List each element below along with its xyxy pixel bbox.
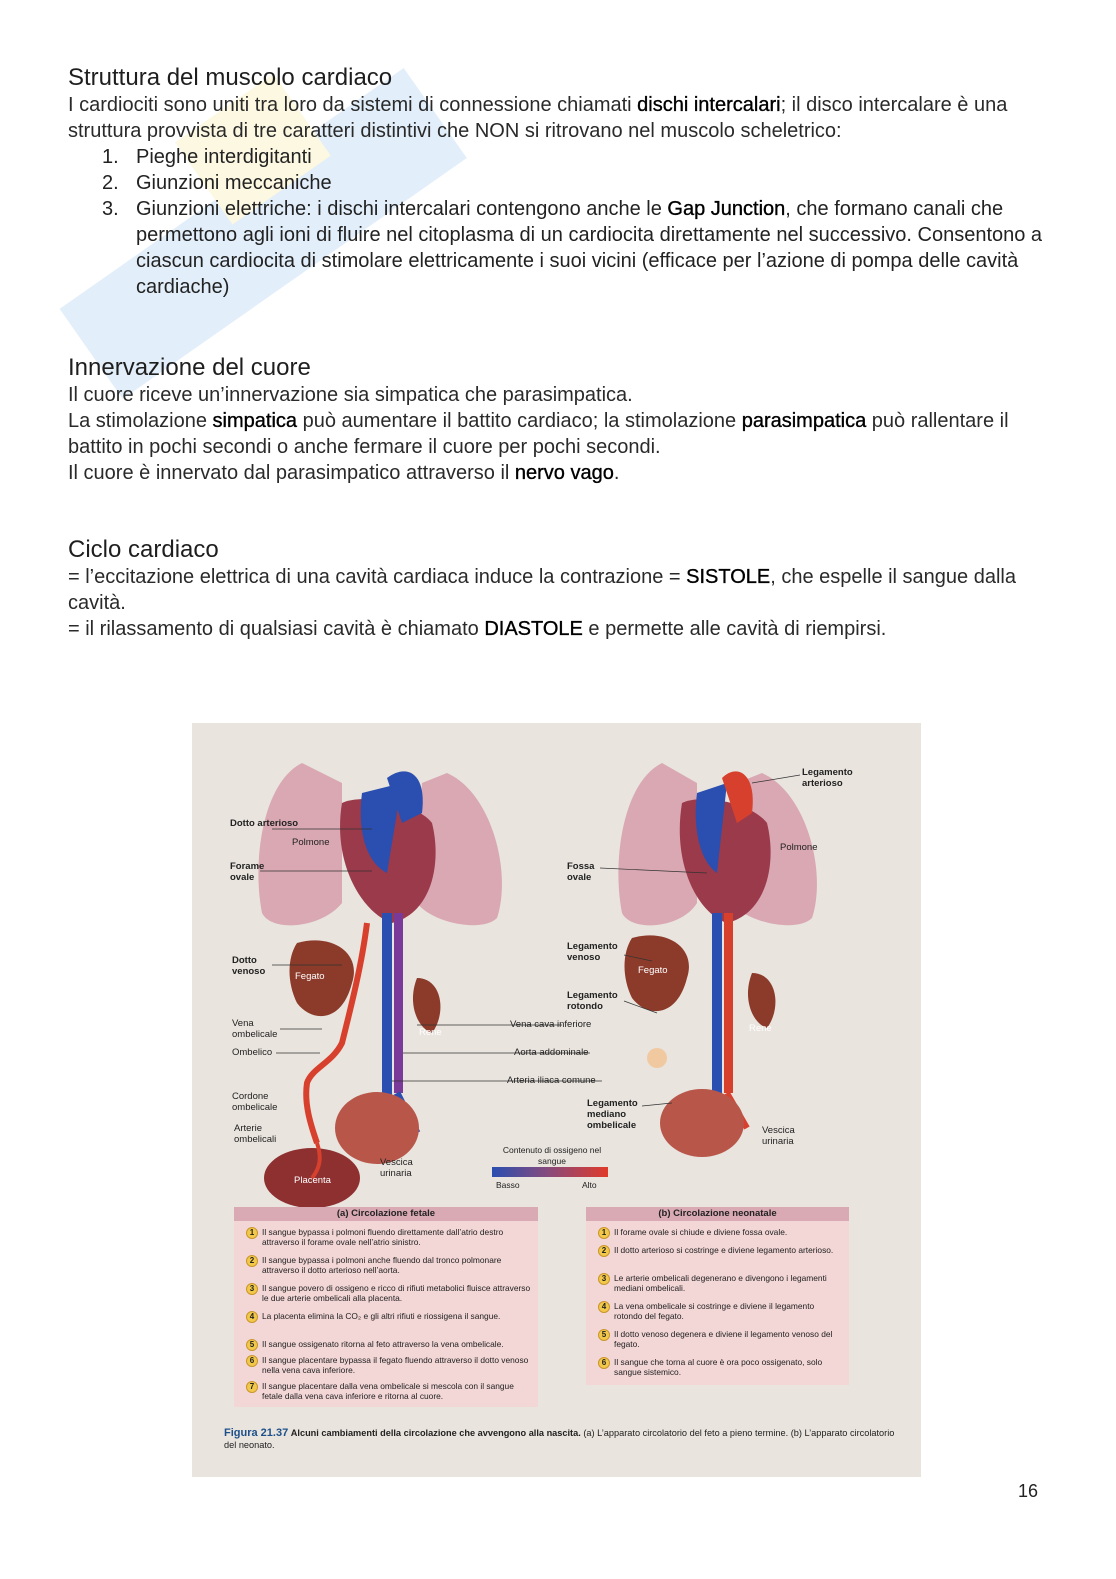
list-text	[136, 196, 1048, 300]
text-span: Il cuore è innervato dal parasimpatico attraverso il	[68, 462, 515, 484]
panel-b-title: (b) Circolazione neonatale	[586, 1207, 849, 1221]
panel-b-item	[598, 1273, 843, 1293]
label-cordone-ombelicale: Cordone ombelicale	[232, 1091, 278, 1113]
ciclo-p2	[68, 616, 1048, 642]
step-number-badge: 5	[598, 1329, 610, 1341]
label-fossa-ovale: Fossa ovale	[567, 861, 595, 883]
step-number-badge: 1	[246, 1227, 258, 1239]
item-text: La placenta elimina la CO₂ e gli altri rifiuti e riossigena il sangue.	[262, 1311, 501, 1321]
panel-a-item	[246, 1227, 531, 1247]
section-title-innervazione: Innervazione del cuore	[68, 354, 311, 381]
step-number-badge: 1	[598, 1227, 610, 1239]
panel-a-item	[246, 1381, 531, 1401]
label-polmone-right: Polmone	[780, 842, 818, 853]
panel-a-item	[246, 1339, 531, 1349]
label-vena-ombelicale: Vena ombelicale	[232, 1018, 278, 1040]
label-dotto-arterioso: Dotto arterioso	[230, 818, 299, 829]
text-span: ; il disco intercalare è una struttura provvista di tre caratteri distintivi che NON si ritrovano nel muscolo scheletrico:	[68, 94, 1008, 142]
label-vena-cava: Vena cava inferiore	[510, 1019, 592, 1030]
step-number-badge: 2	[598, 1245, 610, 1257]
text-span: .	[613, 462, 620, 484]
text-span: = il rilassamento di qualsiasi cavità è chiamato	[68, 618, 485, 640]
highlight-term: nervo vago	[514, 462, 614, 484]
panel-b-item	[598, 1227, 843, 1237]
label-legamento-arterioso: Legamento arterioso	[802, 767, 853, 789]
ciclo-p1	[68, 564, 1048, 616]
caption-title: Figura 21.37	[224, 1427, 289, 1439]
section-title-struttura: Struttura del muscolo cardiaco	[68, 64, 393, 91]
item-text: Il sangue bypassa i polmoni fluendo direttamente dall’atrio destro attraverso il forame ovale nell’atrio sinistro.	[262, 1227, 504, 1247]
oxygen-scale-bar	[492, 1167, 608, 1177]
item-text: Il sangue ossigenato ritorna al feto attraverso la vena ombelicale.	[262, 1339, 504, 1349]
label-placenta: Placenta	[294, 1175, 331, 1186]
section-title-ciclo: Ciclo cardiaco	[68, 536, 219, 563]
label-rene-right: Rene	[749, 1023, 772, 1034]
innervazione-p1: Il cuore riceve un’innervazione sia simpatica che parasimpatica.	[68, 384, 633, 406]
item-text: La vena ombelicale si costringe e diviene il legamento rotondo del fegato.	[614, 1301, 815, 1321]
item-text: Il sangue povero di ossigeno e ricco di rifiuti metabolici fluisce attraverso le due arterie ombelicali alla placenta.	[262, 1283, 531, 1303]
struttura-list	[102, 144, 1048, 300]
item-text: Il dotto arterioso si costringe e diviene legamento arterioso.	[614, 1245, 834, 1255]
step-number-badge: 4	[246, 1311, 258, 1323]
document-page	[68, 64, 1048, 642]
list-item	[102, 144, 1048, 170]
panel-b-item	[598, 1301, 843, 1321]
innervazione-p3	[68, 460, 1048, 486]
label-basso: Basso	[496, 1180, 520, 1190]
label-alto: Alto	[582, 1180, 597, 1190]
figure-caption	[224, 1427, 904, 1451]
list-item	[102, 170, 1048, 196]
highlight-term: Gap Junction	[667, 198, 786, 220]
text-span: può rallentare il battito in pochi secondi o anche fermare il cuore per pochi secondi.	[68, 410, 1009, 458]
text-span: La stimolazione	[68, 410, 213, 432]
text-span: può aumentare il battito cardiaco; la stimolazione	[297, 410, 742, 432]
item-text: Il sangue che torna al cuore è ora poco ossigenato, solo sangue sistemico.	[614, 1357, 823, 1377]
struttura-paragraph	[68, 92, 1048, 144]
step-number-badge: 3	[246, 1283, 258, 1295]
list-text: Pieghe interdigitanti	[136, 146, 312, 168]
highlight-term: DIASTOLE	[484, 618, 583, 640]
label-arteria-iliaca: Arteria iliaca comune	[507, 1075, 596, 1086]
label-forame-ovale: Forame ovale	[230, 861, 265, 883]
step-number-badge: 7	[246, 1381, 258, 1393]
highlight-term: SISTOLE	[686, 566, 771, 588]
panel-neonatal-circulation	[586, 1207, 849, 1385]
text-span: Giunzioni elettriche: i dischi intercalari contengono anche le	[136, 198, 668, 220]
list-number: 3.	[102, 198, 119, 220]
step-number-badge: 2	[246, 1255, 258, 1267]
list-text: Giunzioni meccaniche	[136, 172, 332, 194]
label-fegato-right: Fegato	[638, 965, 668, 976]
item-text: Le arterie ombelicali degenerano e divengono i legamenti mediani ombelicali.	[614, 1273, 827, 1293]
item-text: Il sangue placentare dalla vena ombelicale si mescola con il sangue fetale dalla vena cava inferiore e ritorna al cuore.	[262, 1381, 514, 1401]
text-span: , che formano canali che permettono agli ioni di fluire nel citoplasma di un cardiocita direttamente nel successivo. Consentono a ciascun cardiocita di stimolare elettricamente i suoi vicini (efficace per l’azione di pompa delle cavità cardiache)	[136, 198, 1043, 298]
circulation-figure	[192, 723, 921, 1477]
label-aorta: Aorta addominale	[514, 1047, 589, 1058]
caption-text: (a) L’apparato circolatorio del feto a pieno termine. (b) L’apparato circolatorio del neonato.	[224, 1428, 895, 1450]
label-fegato-left: Fegato	[295, 971, 325, 982]
label-legamento-rotondo: Legamento rotondo	[567, 990, 618, 1012]
label-legamento-venoso: Legamento venoso	[567, 941, 618, 963]
label-rene-left: Rene	[419, 1027, 442, 1038]
panel-b-item	[598, 1329, 843, 1349]
list-number: 1.	[102, 146, 119, 168]
page-number: 16	[1018, 1481, 1039, 1501]
innervazione-p2	[68, 408, 1048, 460]
text-span: , che espelle il sangue dalla cavità.	[68, 566, 1016, 614]
step-number-badge: 6	[598, 1357, 610, 1369]
panel-a-title: (a) Circolazione fetale	[234, 1207, 538, 1221]
highlight-term: parasimpatica	[741, 410, 867, 432]
label-polmone-left: Polmone	[292, 837, 330, 848]
item-text: Il dotto venoso degenera e diviene il legamento venoso del fegato.	[614, 1329, 833, 1349]
item-text: Il sangue placentare bypassa il fegato fluendo attraverso il dotto venoso nella vena cava inferiore.	[262, 1355, 529, 1375]
label-vescica-right: Vescica urinaria	[762, 1125, 795, 1147]
step-number-badge: 3	[598, 1273, 610, 1285]
label-ossigeno: Contenuto di ossigeno nel sangue	[502, 1145, 602, 1166]
text-span: I cardiociti sono uniti tra loro da sistemi di connessione chiamati	[68, 94, 638, 116]
label-dotto-venoso: Dotto venoso	[232, 955, 266, 977]
label-arterie-ombelicali: Arterie ombelicali	[234, 1123, 277, 1145]
panel-b-item	[598, 1357, 843, 1377]
item-text: Il sangue bypassa i polmoni anche fluendo dal tronco polmonare attraverso il dotto arterioso nell’aorta.	[262, 1255, 502, 1275]
label-vescica-left: Vescica urinaria	[380, 1157, 413, 1179]
step-number-badge: 5	[246, 1339, 258, 1351]
highlight-term: dischi intercalari	[637, 94, 781, 116]
panel-b-item	[598, 1245, 843, 1255]
label-ombelico: Ombelico	[232, 1047, 273, 1058]
step-number-badge: 6	[246, 1355, 258, 1367]
list-item	[102, 196, 1048, 300]
panel-a-item	[246, 1311, 531, 1321]
panel-a-item	[246, 1283, 531, 1303]
highlight-term: simpatica	[212, 410, 298, 432]
step-number-badge: 4	[598, 1301, 610, 1313]
item-text: Il forame ovale si chiude e diviene fossa ovale.	[614, 1227, 788, 1237]
panel-a-item	[246, 1255, 531, 1275]
panel-fetal-circulation	[234, 1207, 538, 1407]
caption-bold: Alcuni cambiamenti della circolazione che avvengono alla nascita.	[290, 1428, 581, 1438]
label-legamento-mediano: Legamento mediano ombelicale	[587, 1098, 638, 1131]
panel-a-item	[246, 1355, 531, 1375]
text-span: = l’eccitazione elettrica di una cavità cardiaca induce la contrazione =	[68, 566, 687, 588]
text-span: e permette alle cavità di riempirsi.	[582, 618, 887, 640]
list-number: 2.	[102, 172, 119, 194]
